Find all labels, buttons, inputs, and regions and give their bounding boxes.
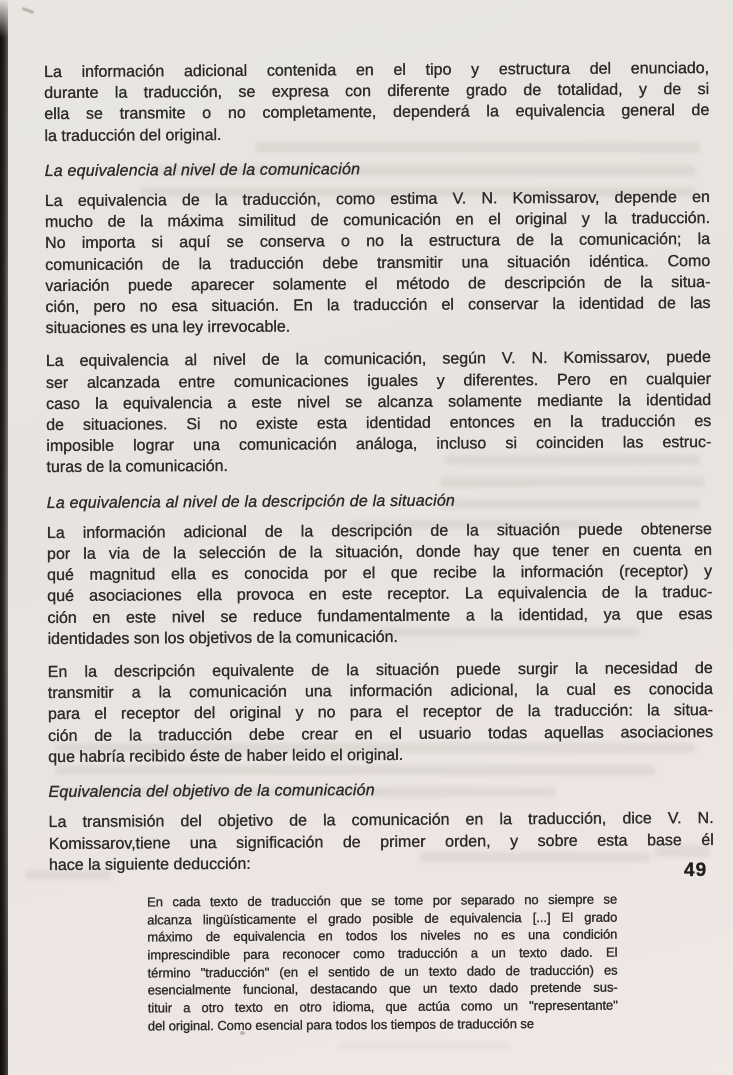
text-line: para el receptor del original y no para el receptor de la traducción: la situa- xyxy=(47,702,714,724)
text-line: situaciones es una ley irrevocable. xyxy=(45,318,291,338)
text-line: ser alcanzada entre comunicaciones iguales y diferentes. Pero en cualquier xyxy=(45,370,712,392)
text-line: qué asociaciones ella provoca en este receptor. La equivalencia de la traduc- xyxy=(47,584,713,606)
text-line: La información adicional contenida en el tipo y estructura del enunciado, xyxy=(44,59,710,82)
text-line: esencialmente funcional, destacando que un texto dado pretende sus- xyxy=(147,979,618,998)
text-line: mucho de la máxima similitud de comunicación en el original y la traducción. xyxy=(44,210,711,232)
block-quote xyxy=(147,890,618,1034)
text-line: que habría recibido éste de haber leido el original. xyxy=(48,746,404,766)
text-line: transmitir a la comunicación una información adicional, la cual es conocida xyxy=(47,681,713,703)
paragraph xyxy=(48,658,714,768)
text-line: turas de la comunicación. xyxy=(46,458,228,477)
text-column xyxy=(44,58,715,1036)
text-line: alcanza lingüísticamente el grado posible de equivalencia [...] El grado xyxy=(147,909,618,928)
text-line: variación puede aparecer solamente el método de descripción de la situa- xyxy=(45,273,711,295)
text-line: Komissarov,tiene una significación de primer orden, y sobre esta base él xyxy=(48,831,714,853)
text-line: caso la equivalencia a este nivel se alcanza solamente mediante la identidad xyxy=(46,391,712,413)
text-line: identidades son los objetivos de la comunicación. xyxy=(47,628,399,648)
scan-artifact xyxy=(22,7,34,14)
page-binding-edge xyxy=(0,0,8,1075)
showthrough-smudge xyxy=(340,1042,510,1050)
text-line: La equivalencia al nivel de la comunicación, según V. N. Komissarov, puede xyxy=(45,349,711,371)
paragraph xyxy=(45,187,711,339)
text-line: ción en este nivel se reduce fundamentalmente a la identidad, ya que esas xyxy=(47,605,713,627)
text-line: La equivalencia de la traducción, como estima V. N. Komissarov, depende en xyxy=(44,189,710,211)
paragraph xyxy=(47,519,713,650)
text-line: No importa si aquí se conserva o no la estructura de la comunicación; la xyxy=(45,231,711,253)
paragraph xyxy=(46,347,712,478)
text-line: durante la traducción, se expresa con diferente grado de totalidad, y de si xyxy=(44,81,710,103)
text-line: máximo de equivalencia en todos los niveles no es una condición xyxy=(147,926,618,945)
text-line: término "traducción" (en el sentido de un texto dado de traducción) es xyxy=(147,962,618,981)
text-line: La información adicional de la descripción de la situación puede obtenerse xyxy=(46,520,712,542)
text-line: la traducción del original. xyxy=(44,126,222,145)
paragraph xyxy=(44,58,710,147)
text-line: hace la siguiente deducción: xyxy=(48,855,251,874)
text-line: comunicación de la traducción debe transmitir una situación idéntica. Como xyxy=(45,252,711,274)
page-number: 49 xyxy=(684,860,708,881)
text-line: ción de la traducción debe crear en el usuario todas aquellas asociaciones xyxy=(48,723,714,745)
text-line: de situaciones. Si no existe esta identidad entonces en la traducción es xyxy=(46,413,712,435)
text-line: por la via de la selección de la situación, donde hay que tener en cuenta en xyxy=(46,542,713,564)
text-line: imprescindible para reconocer como traducción a un texto dado. El xyxy=(147,944,618,963)
text-line: En la descripción equivalente de la situación puede surgir la necesidad de xyxy=(47,660,713,682)
section-heading: Equivalencia del objetivo de la comunicación xyxy=(48,782,375,802)
text-line: ella se transmite o no completamente, dependerá la equivalencia general de xyxy=(44,102,710,124)
text-line: ción, pero no esa situación. En la traducción el conservar la identidad de las xyxy=(45,295,711,317)
text-line: imposible lograr una comunicación análoga, incluso si coinciden las estruc- xyxy=(46,434,712,456)
text-line: En cada texto de traducción que se tome por separado no siempre se xyxy=(147,891,618,910)
text-line: qué magnitud ella es conocida por el que recibe la información (receptor) y xyxy=(47,563,713,585)
section-heading: La equivalencia al nivel de la comunicación xyxy=(44,160,361,180)
text-line: La transmisión del objetivo de la comunicación en la traducción, dice V. N. xyxy=(48,810,714,832)
paragraph xyxy=(49,808,714,876)
text-line: tituir a otro texto en otro idioma, que actúa como un "representante" xyxy=(147,997,618,1016)
section-heading: La equivalencia al nivel de la descripción de la situación xyxy=(46,492,456,512)
text-line: del original. Como esencial para todos los tiempos de traducción se xyxy=(147,1015,535,1034)
